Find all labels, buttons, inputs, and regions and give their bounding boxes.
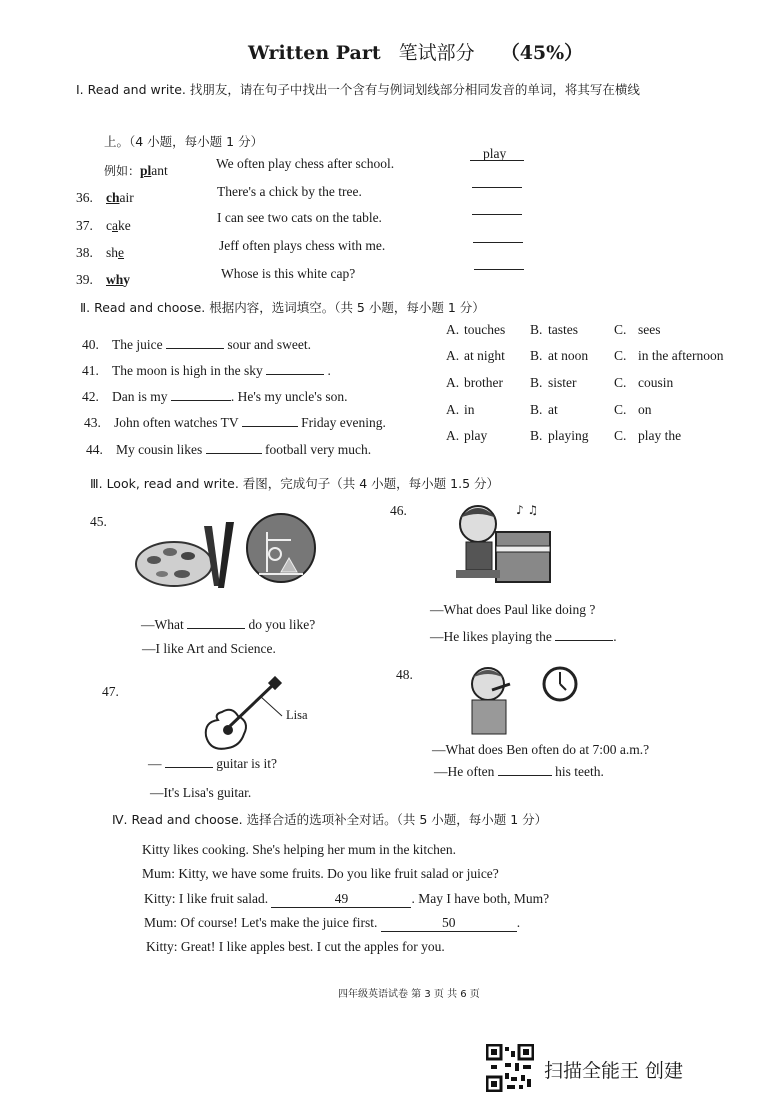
q47-line1: — guitar is it? (148, 756, 277, 771)
blank-43[interactable] (242, 414, 298, 427)
answer-line-36[interactable] (472, 187, 522, 188)
title-en: Written Part (248, 42, 381, 64)
example-answer: play (483, 146, 507, 161)
dialogue-line-1: Kitty likes cooking. She's helping her mum in the kitchen. (142, 842, 457, 857)
part3-heading: Ⅲ. Look, read and write. 看图，完成句子（共 4 小题，每小题 1.5 分） (90, 476, 500, 491)
blank-47[interactable] (165, 755, 213, 768)
options-40: A. touches B. tastes C. sees (446, 322, 661, 337)
example-label: 例如： (104, 164, 141, 178)
options-41: A. at night B. at noon C. in the afternoon (446, 348, 724, 363)
sentence-37: I can see two cats on the table. (217, 210, 382, 225)
q46-line2: —He likes playing the . (430, 629, 617, 644)
qr-code-icon (486, 1044, 534, 1092)
blank-46[interactable] (555, 628, 613, 641)
options-42: A. brother B. sister C. cousin (446, 375, 674, 390)
sentence-36: There's a chick by the tree. (217, 184, 362, 199)
answer-line-38[interactable] (473, 242, 523, 243)
sentence-38: Jeff often plays chess with me. (219, 238, 386, 253)
q45-line2: —I like Art and Science. (142, 641, 276, 656)
part2-heading: Ⅱ. Read and choose. 根据内容，选词填空。（共 5 小题，每小题 1 分） (80, 300, 485, 315)
word-38: 38. she (76, 245, 125, 260)
example-sentence: We often play chess after school. (216, 156, 395, 171)
guitar-label: Lisa (286, 708, 308, 722)
dialogue-line-5: Kitty: Great! I like apples best. I cut the apples for you. (146, 939, 445, 954)
part1-example (104, 162, 168, 179)
blank-49[interactable]: 49 (271, 891, 411, 908)
answer-line-39[interactable] (474, 269, 524, 270)
palette-brushes-image (134, 516, 244, 596)
part4-heading: Ⅳ. Read and choose. 选择合适的选项补全对话。（共 5 小题，每小题 1 分） (112, 812, 548, 827)
dialogue-line-2: Mum: Kitty, we have some fruits. Do you like fruit salad or juice? (142, 866, 499, 881)
blank-45[interactable] (187, 616, 245, 629)
dialogue-line-4: Mum: Of course! Let's make the juice first. 50 . (144, 915, 521, 930)
options-43: A. in B. at C. on (446, 402, 652, 417)
word-37: 37. cake (76, 218, 131, 233)
q48-line2: —He often his teeth. (434, 764, 604, 779)
q48-number: 48. (396, 667, 413, 682)
question-43: 43. John often watches TV Friday evening. (84, 415, 386, 430)
part1-heading-cont: 上。（4 小题，每小题 1 分） (104, 134, 264, 149)
question-42: 42. Dan is my . He's my uncle's son. (82, 389, 348, 404)
question-41: 41. The moon is high in the sky . (82, 363, 331, 378)
science-apparatus-image (245, 512, 317, 584)
blank-40[interactable] (166, 336, 224, 349)
page-title (248, 38, 583, 65)
sentence-39: Whose is this white cap? (221, 266, 356, 281)
options-44: A. play B. playing C. play the (446, 428, 682, 443)
q46-number: 46. (390, 503, 407, 518)
q46-line1: —What does Paul like doing ? (430, 602, 596, 617)
q47-line2: —It's Lisa's guitar. (150, 785, 252, 800)
page-footer: 四年级英语试卷 第 3 页 共 6 页 (338, 989, 480, 1000)
scanner-watermark: 扫描全能王 创建 (544, 1060, 684, 1082)
boy-brushing-clock-image (462, 660, 582, 738)
answer-line-37[interactable] (472, 214, 522, 215)
part1-heading: Ⅰ. Read and write. 找朋友，请在句子中找出一个含有与例词划线部分相同发音的单词，将其写在横线 (76, 82, 640, 97)
example-word-underlined: pl (140, 163, 152, 178)
blank-48[interactable] (498, 763, 552, 776)
example-word-rest: ant (151, 163, 168, 178)
title-cn: 笔试部分 (398, 42, 475, 64)
word-39: 39. why (76, 272, 131, 287)
question-44: 44. My cousin likes football very much. (86, 442, 372, 457)
q47-number: 47. (102, 684, 119, 699)
blank-44[interactable] (206, 441, 262, 454)
title-percent: （45%） (500, 42, 584, 64)
boy-piano-image (448, 496, 558, 592)
word-36: 36. chair (76, 190, 134, 205)
question-40: 40. The juice sour and sweet. (82, 337, 311, 352)
blank-41[interactable] (266, 362, 324, 375)
blank-42[interactable] (171, 388, 231, 401)
svg-text:♪ ♫: ♪ ♫ (516, 503, 539, 517)
blank-50[interactable]: 50 (381, 915, 517, 932)
q45-line1: —What do you like? (141, 617, 316, 632)
dialogue-line-3: Kitty: I like fruit salad. 49 . May I have both, Mum? (144, 891, 550, 906)
answer-line-example (470, 160, 524, 161)
q48-line1: —What does Ben often do at 7:00 a.m.? (432, 742, 650, 757)
guitar-image (200, 676, 290, 754)
q45-number: 45. (90, 514, 107, 529)
